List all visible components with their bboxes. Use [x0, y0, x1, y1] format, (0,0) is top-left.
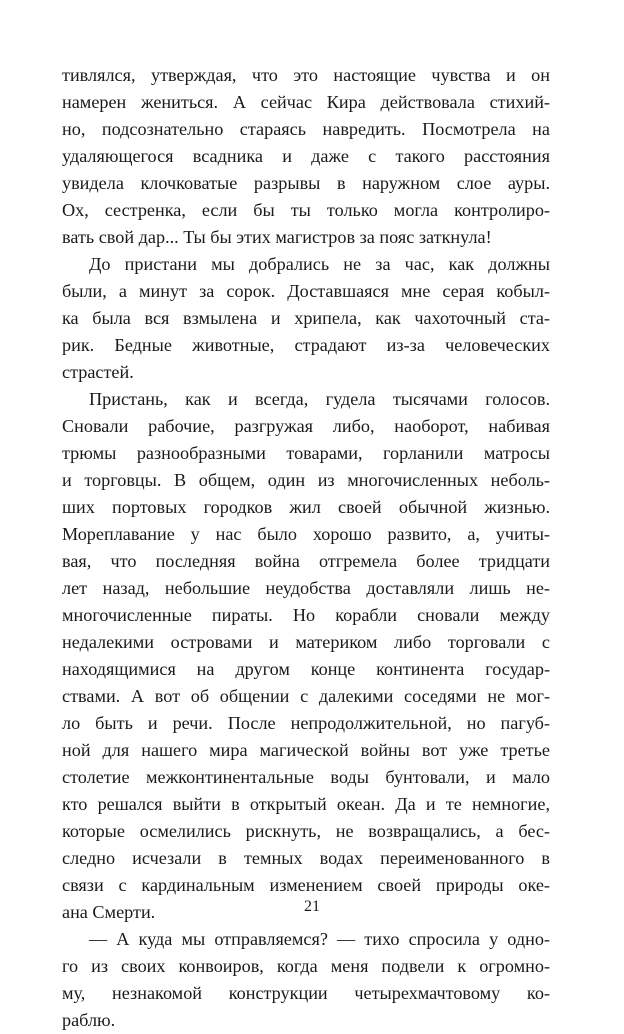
text-line: кто решался выйти в открытый океан. Да и те немногие, — [62, 794, 550, 814]
text-line: До пристани мы добрались не за час, как должны — [89, 254, 550, 274]
text-line: страстей. — [62, 362, 134, 382]
text-line: столетие межконтинентальные воды бунтовали, и мало — [62, 767, 550, 787]
text-line: му, незнакомой конструкции четырехмачтовому ко- — [62, 983, 550, 1003]
text-line: находящимися на другом конце континента государ- — [62, 659, 550, 679]
text-line: Пристань, как и всегда, гудела тысячами голосов. — [89, 389, 550, 409]
text-line: трюмы разнообразными товарами, горланили матросы — [62, 443, 550, 463]
text-line: связи с кардинальным изменением своей природы оке- — [62, 875, 550, 895]
text-line: но, подсознательно стараясь навредить. Посмотрела на — [62, 119, 550, 139]
text-line: ших портовых городков жил своей обычной жизнью. — [62, 497, 550, 517]
paragraph — [62, 386, 550, 926]
text-line: многочисленные пираты. Но корабли сновали между — [62, 605, 550, 625]
text-line: недалекими островами и материком либо торговали с — [62, 632, 550, 652]
text-line: Мореплавание у нас было хорошо развито, а, учиты- — [62, 524, 550, 544]
text-line: раблю. — [62, 1010, 116, 1030]
text-line: лет назад, небольшие неудобства доставляли лишь не- — [62, 578, 550, 598]
text-line: ствами. А вот об общении с далекими соседями не мог- — [62, 686, 550, 706]
text-line: рик. Бедные животные, страдают из-за человеческих — [62, 335, 550, 355]
page-number: 21 — [304, 898, 320, 915]
paragraph — [62, 62, 550, 251]
text-line: Сновали рабочие, разгружая либо, наоборот, набивая — [62, 416, 550, 436]
text-line: которые осмелились рискнуть, не возвращались, а бес- — [62, 821, 550, 841]
text-line: были, а минут за сорок. Доставшаяся мне серая кобыл- — [62, 281, 550, 301]
text-line: увидела клочковатые разрывы в наружном слое ауры. — [62, 173, 550, 193]
text-line: го из своих конвоиров, когда меня подвели к огромно- — [62, 956, 550, 976]
text-line: следно исчезали в темных водах переименованного в — [62, 848, 550, 868]
text-line: Ох, сестренка, если бы ты только могла контролиро- — [62, 200, 550, 220]
text-line: намерен жениться. А сейчас Кира действовала стихий- — [62, 92, 550, 112]
text-line: удаляющегося всадника и даже с такого расстояния — [62, 146, 550, 166]
body-text — [62, 62, 550, 1034]
text-line: вать свой дар... Ты бы этих магистров за пояс заткнула! — [62, 227, 492, 247]
text-line: вая, что последняя война отгремела более тридцати — [62, 551, 550, 571]
text-line: и торговцы. В общем, один из многочисленных неболь- — [62, 470, 550, 490]
text-line: ло быть и речи. После непродолжительной, но пагуб- — [62, 713, 550, 733]
text-line: ной для нашего мира магической войны вот уже третье — [62, 740, 550, 760]
text-line: ка была вся взмылена и хрипела, как чахоточный ста- — [62, 308, 550, 328]
paragraph — [62, 926, 550, 1034]
text-line: — А куда мы отправляемся? — тихо спросила у одно- — [89, 929, 550, 949]
text-line: тивлялся, утверждая, что это настоящие чувства и он — [62, 65, 550, 85]
text-line: ана Смерти. — [62, 902, 156, 922]
paragraph — [62, 251, 550, 386]
